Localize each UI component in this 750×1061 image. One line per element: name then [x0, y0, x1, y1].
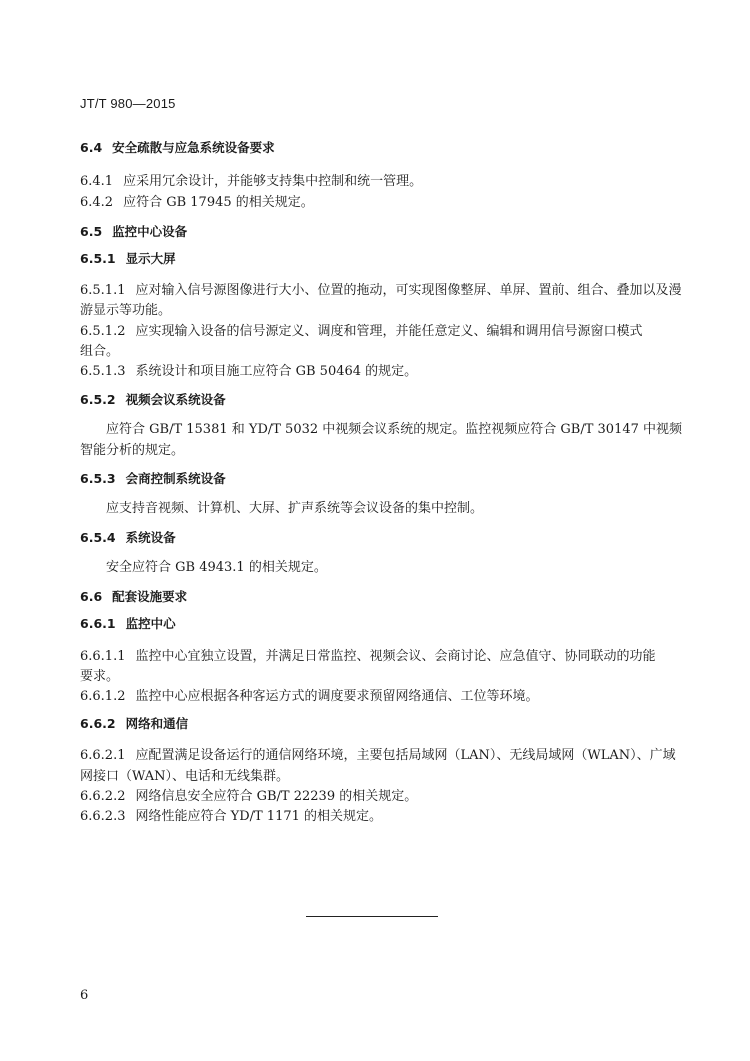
clause-6-5-1-1-continuation: 游显示等功能。 — [80, 303, 172, 318]
clause-number: 6.6.2.3 — [80, 809, 126, 824]
clause-text: 应配置满足设备运行的通信网络环境，主要包括局域网（LAN）、无线局域网（WLAN）、广域 — [135, 748, 676, 763]
clause-6-5-1-1 — [80, 279, 682, 298]
clause-text: 网络性能应符合 YD/T 1171 的相关规定。 — [135, 809, 383, 824]
clause-number: 6.5.1.2 — [80, 324, 126, 339]
section-number: 6.6.1 — [80, 616, 116, 631]
section-6-6-heading — [80, 587, 187, 605]
clause-6-5-1-2 — [80, 320, 643, 339]
clause-text: 应采用冗余设计，并能够支持集中控制和统一管理。 — [123, 174, 423, 189]
section-number: 6.6 — [80, 589, 103, 604]
section-number: 6.5 — [80, 224, 103, 239]
clause-6-4-2 — [80, 191, 314, 210]
clause-number: 6.6.2.2 — [80, 789, 126, 804]
section-6-5-2-heading — [80, 390, 226, 408]
clause-text: 网络信息安全应符合 GB/T 22239 的相关规定。 — [135, 789, 418, 804]
section-6-5-heading — [80, 222, 187, 240]
section-number: 6.6.2 — [80, 716, 116, 731]
section-title: 监控中心 — [125, 616, 176, 631]
page-number: 6 — [80, 988, 89, 1003]
clause-text: 应符合 GB 17945 的相关规定。 — [123, 195, 314, 210]
clause-text: 监控中心宜独立设置，并满足日常监控、视频会议、会商讨论、应急值守、协同联动的功能 — [135, 649, 656, 664]
clause-text: 监控中心应根据各种客运方式的调度要求预留网络通信、工位等环境。 — [135, 689, 539, 704]
section-6-5-3-heading — [80, 469, 226, 487]
clause-text: 应对输入信号源图像进行大小、位置的拖动，可实现图像整屏、单屏、置前、组合、叠加以及漫 — [135, 283, 682, 298]
section-6-6-2-heading — [80, 714, 188, 732]
section-6-5-2-text: 应符合 GB/T 15381 和 YD/T 5032 中视频会议系统的规定。监控视频应符合 GB/T 30147 中视频 — [106, 422, 683, 437]
clause-number: 6.6.1.2 — [80, 689, 126, 704]
clause-number: 6.5.1.3 — [80, 364, 126, 379]
clause-6-6-2-1 — [80, 744, 676, 763]
clause-6-5-1-2-continuation: 组合。 — [80, 344, 120, 359]
section-title: 视频会议系统设备 — [125, 392, 226, 407]
end-divider — [306, 916, 438, 917]
clause-6-6-1-1-continuation: 要求。 — [80, 669, 120, 684]
section-number: 6.4 — [80, 140, 103, 155]
section-title: 会商控制系统设备 — [125, 471, 226, 486]
section-6-5-4-text: 安全应符合 GB 4943.1 的相关规定。 — [106, 560, 327, 575]
clause-number: 6.4.2 — [80, 195, 114, 210]
section-number: 6.5.1 — [80, 251, 116, 266]
clause-6-6-2-1-continuation: 网接口（WAN）、电话和无线集群。 — [80, 769, 289, 784]
section-6-5-2-continuation: 智能分析的规定。 — [80, 443, 185, 458]
section-title: 系统设备 — [125, 530, 176, 545]
section-title: 安全疏散与应急系统设备要求 — [112, 140, 275, 155]
clause-6-6-2-3 — [80, 805, 382, 824]
section-number: 6.5.2 — [80, 392, 116, 407]
clause-6-4-1 — [80, 170, 422, 189]
section-6-5-3-text: 应支持音视频、计算机、大屏、扩声系统等会议设备的集中控制。 — [106, 501, 484, 516]
section-number: 6.5.3 — [80, 471, 116, 486]
clause-number: 6.6.1.1 — [80, 649, 126, 664]
section-6-5-4-heading — [80, 528, 176, 546]
section-title: 监控中心设备 — [112, 224, 188, 239]
clause-6-6-2-2 — [80, 785, 417, 804]
section-title: 配套设施要求 — [112, 589, 188, 604]
clause-number: 6.5.1.1 — [80, 283, 126, 298]
clause-text: 应实现输入设备的信号源定义、调度和管理，并能任意定义、编辑和调用信号源窗口模式 — [135, 324, 643, 339]
clause-6-5-1-3 — [80, 360, 417, 379]
section-title: 网络和通信 — [125, 716, 189, 731]
doc-header-code: JT/T 980—2015 — [80, 96, 176, 111]
section-6-4-heading — [80, 138, 275, 156]
section-6-6-1-heading — [80, 614, 176, 632]
section-number: 6.5.4 — [80, 530, 116, 545]
clause-6-6-1-2 — [80, 685, 539, 704]
clause-text: 系统设计和项目施工应符合 GB 50464 的规定。 — [135, 364, 418, 379]
clause-number: 6.6.2.1 — [80, 748, 126, 763]
clause-number: 6.4.1 — [80, 174, 114, 189]
section-6-5-1-heading — [80, 249, 176, 267]
clause-6-6-1-1 — [80, 645, 656, 664]
section-title: 显示大屏 — [125, 251, 176, 266]
